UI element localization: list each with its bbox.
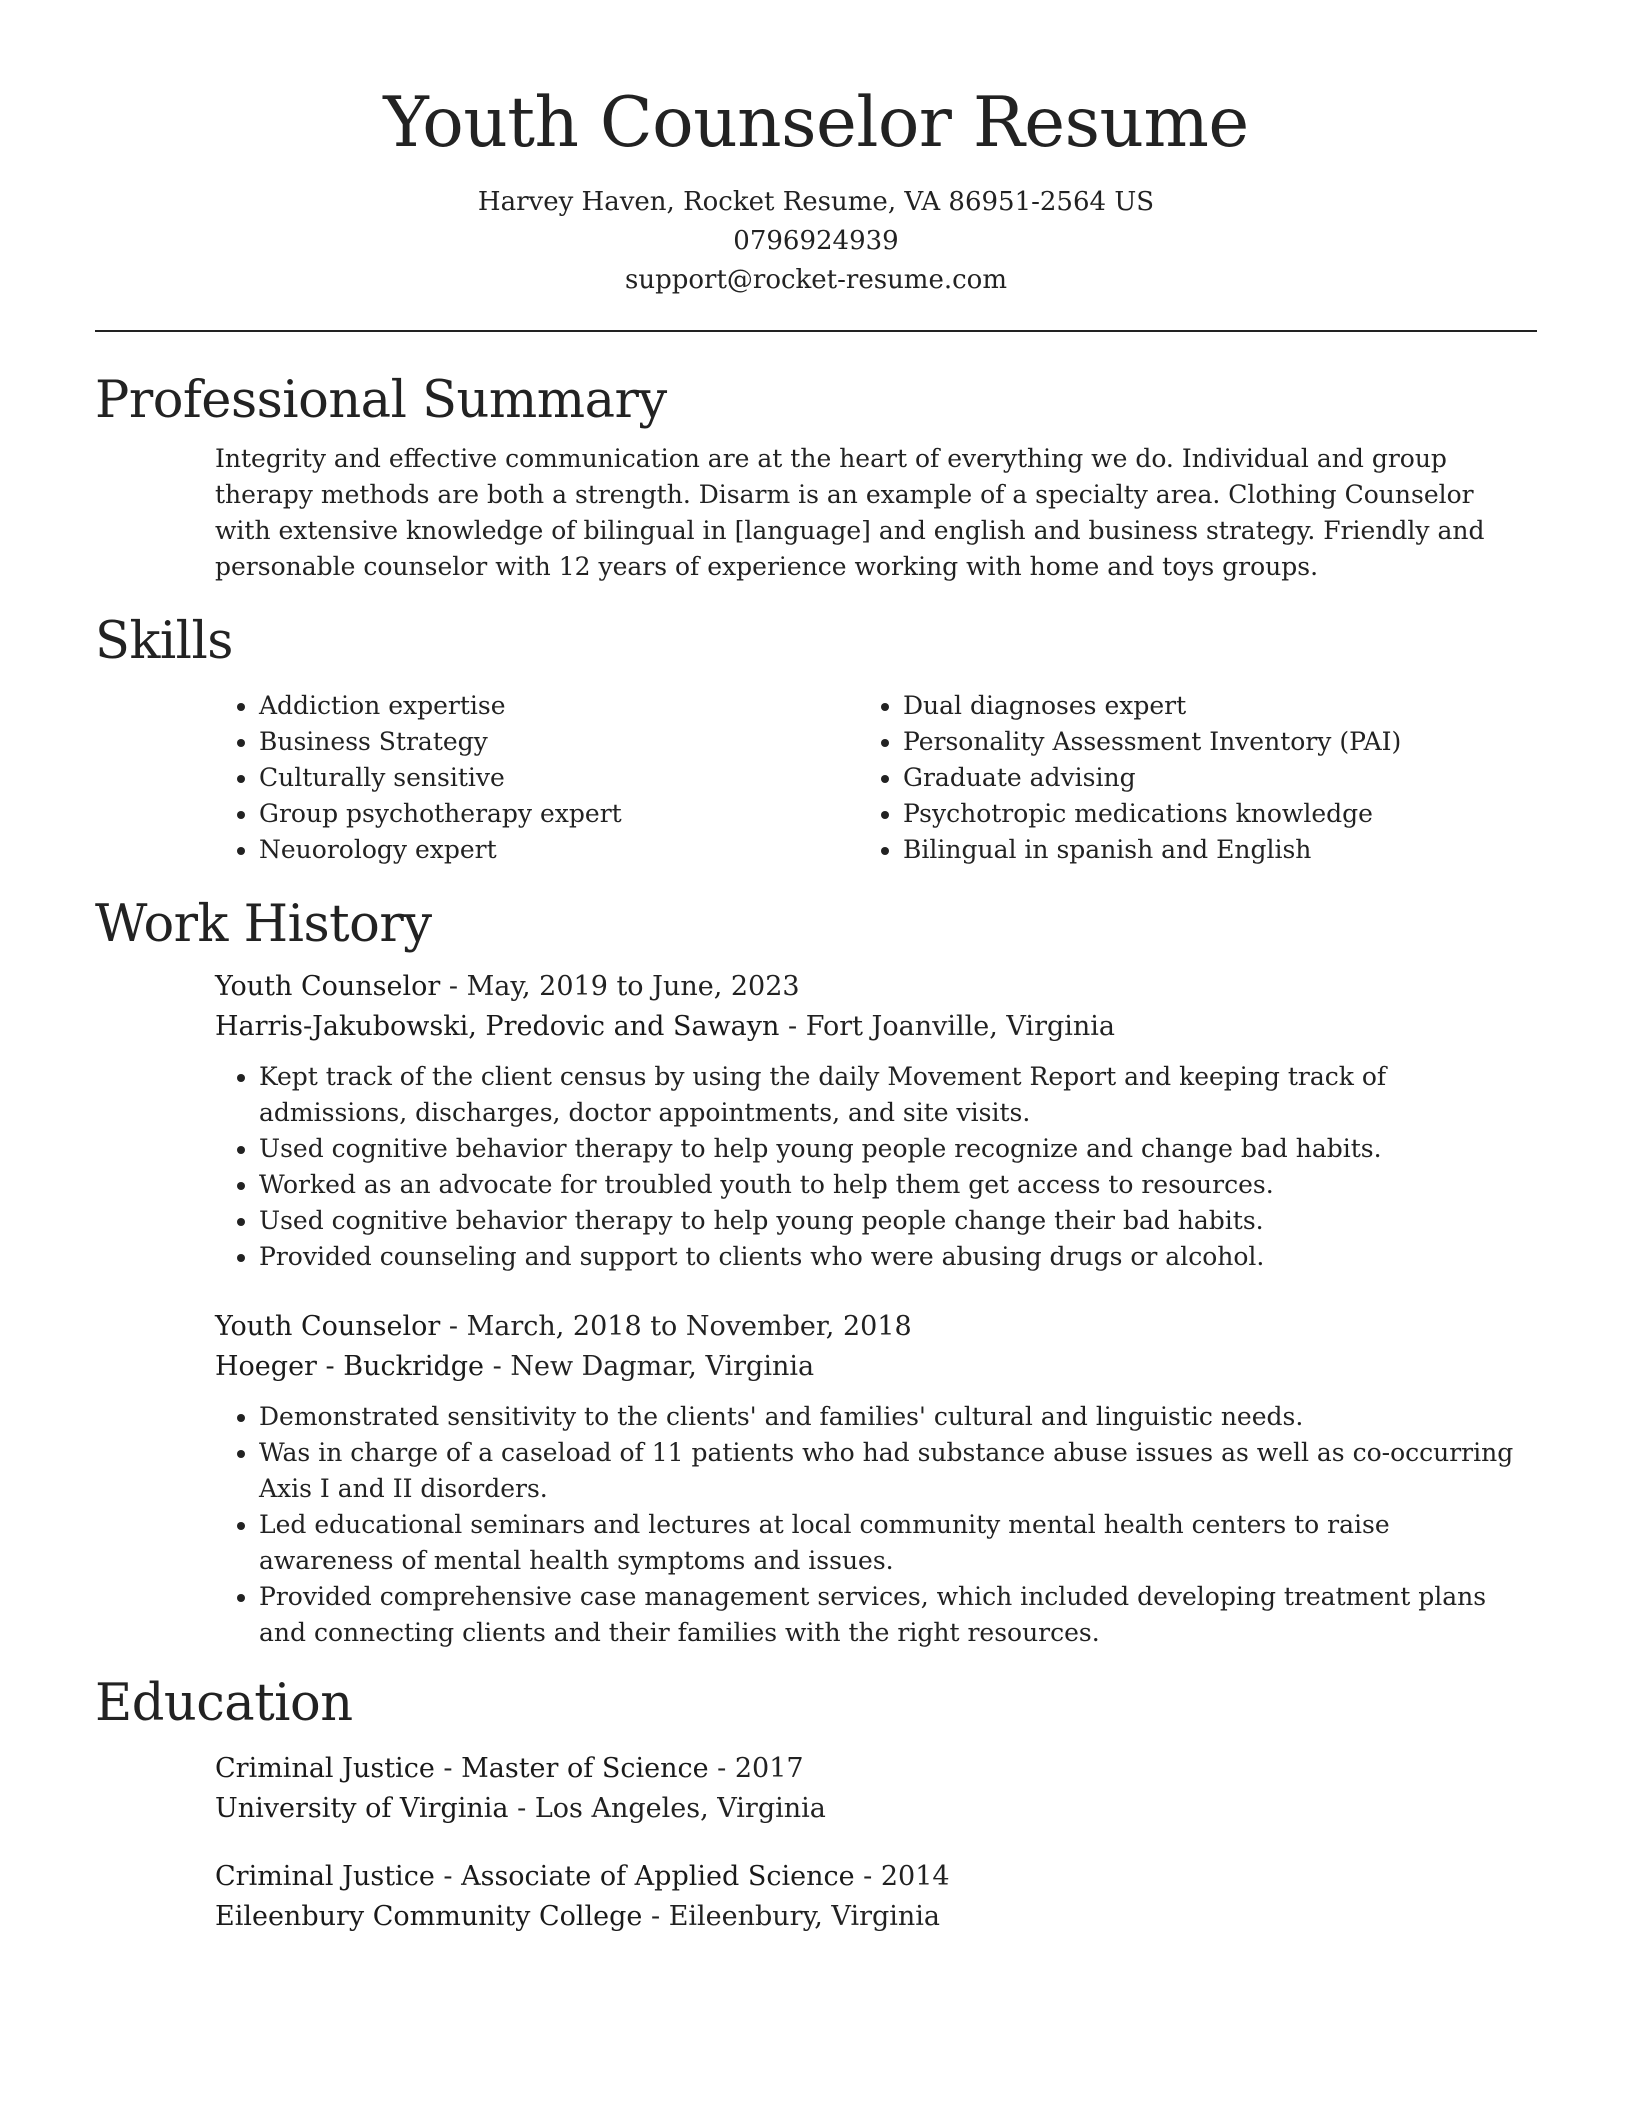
job-bullet: • Demonstrated sensitivity to the clients' and families' cultural and linguistic needs.	[259, 1399, 1515, 1435]
job-title-line: Youth Counselor - March, 2018 to November, 2018	[215, 1311, 912, 1343]
summary-heading: Professional Summary	[95, 370, 667, 430]
degree-line: Criminal Justice - Master of Science - 2017	[215, 1752, 804, 1784]
contact-address: Harvey Haven, Rocket Resume, VA 86951-2564 US	[477, 186, 1155, 217]
school-line: University of Virginia - Los Angeles, Virginia	[215, 1792, 826, 1824]
summary-section	[95, 370, 1537, 585]
job-dates: May, 2019 to June, 2023	[466, 971, 800, 1003]
job-bullet: • Led educational seminars and lectures at local community mental health centers to raise awareness of mental health symptoms and issues.	[259, 1507, 1515, 1579]
job-company: Hoeger - Buckridge	[215, 1351, 485, 1383]
skill-item: • Neuorology expert	[259, 832, 859, 868]
work-history-section	[95, 894, 1537, 1651]
school-location: Los Angeles, Virginia	[534, 1792, 826, 1824]
header-divider	[95, 330, 1537, 332]
degree-name: Associate of Applied Science	[461, 1860, 855, 1892]
job-location: Fort Joanville, Virginia	[805, 1011, 1116, 1043]
skill-item: • Psychotropic medications knowledge	[903, 796, 1523, 832]
school-name: Eileenbury Community College	[215, 1900, 643, 1932]
education-entry	[215, 1749, 1537, 1829]
job-entry	[215, 967, 1537, 1275]
job-bullet: • Used cognitive behavior therapy to help young people recognize and change bad habits.	[259, 1131, 1515, 1167]
job-bullet: • Used cognitive behavior therapy to help young people change their bad habits.	[259, 1203, 1515, 1239]
education-entry	[215, 1857, 1537, 1937]
job-bullet: • Provided comprehensive case management services, which included developing treatment plans and connecting clients and their families with the right resources.	[259, 1579, 1515, 1651]
degree-field: Criminal Justice	[215, 1860, 435, 1892]
skill-item: • Bilingual in spanish and English	[903, 832, 1523, 868]
job-entry	[215, 1307, 1537, 1651]
skill-item: • Group psychotherapy expert	[259, 796, 859, 832]
skills-list-left	[215, 688, 859, 868]
job-dates: March, 2018 to November, 2018	[466, 1311, 912, 1343]
school-line: Eileenbury Community College - Eileenbury, Virginia	[215, 1900, 941, 1932]
school-name: University of Virginia	[215, 1792, 509, 1824]
job-bullet: • Worked as an advocate for troubled youth to help them get access to resources.	[259, 1167, 1515, 1203]
degree-year: 2017	[734, 1752, 804, 1784]
job-bullet: • Was in charge of a caseload of 11 patients who had substance abuse issues as well as co-occurring Axis I and II disorders.	[259, 1435, 1515, 1507]
skills-heading: Skills	[95, 611, 233, 671]
job-company: Harris-Jakubowski, Predovic and Sawayn	[215, 1011, 780, 1043]
skill-item: • Addiction expertise	[259, 688, 859, 724]
work-history-heading: Work History	[95, 895, 432, 955]
resume-title: Youth Counselor Resume	[383, 83, 1249, 163]
job-title: Youth Counselor	[215, 1311, 441, 1343]
resume-header	[95, 0, 1537, 300]
skill-item: • Business Strategy	[259, 724, 859, 760]
job-company-line: Harris-Jakubowski, Predovic and Sawayn - Fort Joanville, Virginia	[215, 1011, 1116, 1043]
degree-name: Master of Science	[461, 1752, 709, 1784]
job-title: Youth Counselor	[215, 971, 441, 1003]
skills-section	[95, 611, 1537, 868]
skill-item: • Culturally sensitive	[259, 760, 859, 796]
skills-grid	[215, 688, 1537, 868]
contact-phone: 0796924939	[733, 225, 899, 256]
skill-item: • Dual diagnoses expert	[903, 688, 1523, 724]
education-heading: Education	[95, 1674, 353, 1734]
skill-item: • Graduate advising	[903, 760, 1523, 796]
degree-year: 2014	[880, 1860, 950, 1892]
job-company-line: Hoeger - Buckridge - New Dagmar, Virginia	[215, 1351, 815, 1383]
skills-list-right	[859, 688, 1523, 868]
job-bullet: • Provided counseling and support to clients who were abusing drugs or alcohol.	[259, 1239, 1515, 1275]
job-bullet: • Kept track of the client census by using the daily Movement Report and keeping track of admissions, discharges, doctor appointments, and site visits.	[259, 1059, 1515, 1131]
contact-email: support@rocket-resume.com	[624, 264, 1007, 295]
degree-line: Criminal Justice - Associate of Applied Science - 2014	[215, 1860, 950, 1892]
job-location: New Dagmar, Virginia	[510, 1351, 815, 1383]
skill-item: • Personality Assessment Inventory (PAI)	[903, 724, 1523, 760]
degree-field: Criminal Justice	[215, 1752, 435, 1784]
education-section	[95, 1673, 1537, 1936]
job-bullets	[215, 1399, 1515, 1651]
job-title-line: Youth Counselor - May, 2019 to June, 2023	[215, 971, 800, 1003]
school-location: Eileenbury, Virginia	[668, 1900, 941, 1932]
summary-text: Integrity and effective communication are at the heart of everything we do. Individual and group therapy methods are both a strength. Disarm is an example of a specialty area. Clothing Counselor with extensive knowledge of bilingual in [language] and english and business strategy. Friendly and personable counselor with 12 years of experience working with home and toys groups.	[215, 443, 1485, 581]
job-bullets	[215, 1059, 1515, 1275]
